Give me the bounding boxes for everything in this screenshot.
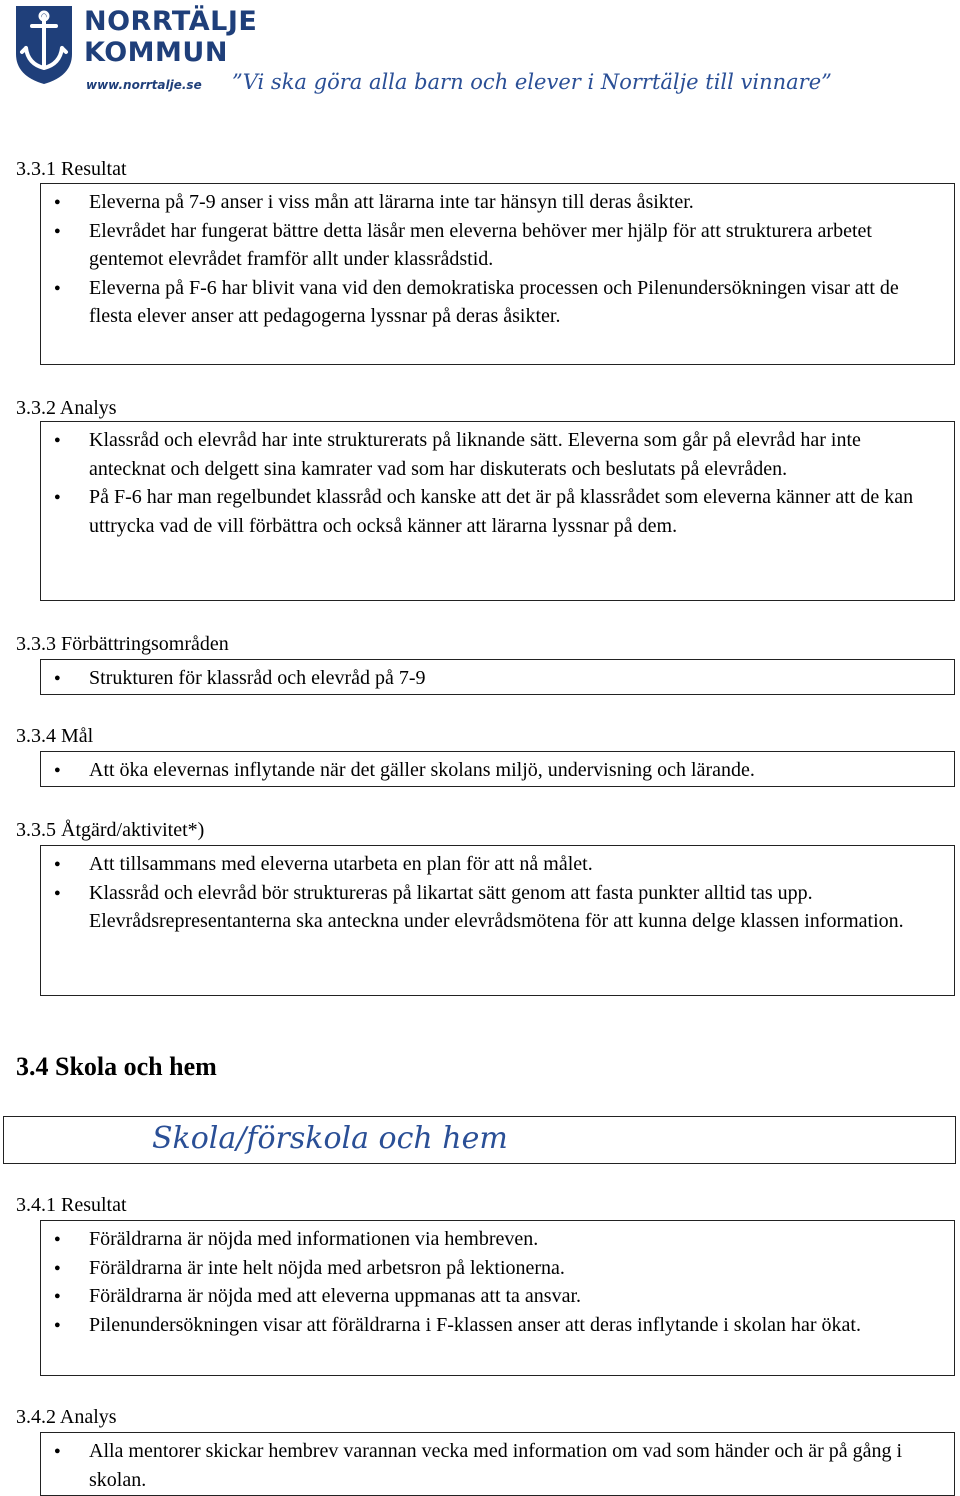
list-item: ● Klassråd och elevråd bör struktureras på likartat sätt genom att fasta punkter alltid tas upp. Elevrådsrepresentanterna ska anteckna under elevrådsmötena för att kunna delge klassen information. <box>41 879 954 936</box>
section-title-3-4-1: 3.4.1 Resultat <box>16 1194 127 1216</box>
bullet-list <box>41 752 954 785</box>
list-item: ● Strukturen för klassråd och elevråd på 7-9 <box>41 664 954 693</box>
bullet-list <box>41 422 954 540</box>
tagline: ”Vi ska göra alla barn och elever i Norrtälje till vinnare” <box>232 70 832 94</box>
section-title-3-3-5: 3.3.5 Åtgärd/aktivitet*) <box>16 819 205 841</box>
list-item: ● Alla mentorer skickar hembrev varannan vecka med information om vad som händer och är på gång i skolan. <box>41 1437 954 1494</box>
bullet-list <box>41 1433 954 1494</box>
section-title-3-3-4: 3.3.4 Mål <box>16 725 94 747</box>
goal-box <box>40 751 955 787</box>
org-name-line1: NORRTÄLJE <box>84 6 258 37</box>
list-item: ● Föräldrarna är nöjda med att eleverna uppmanas att ta ansvar. <box>41 1282 954 1311</box>
section-title-3-3-2: 3.3.2 Analys <box>16 397 117 419</box>
result-box <box>40 1220 955 1376</box>
list-item: ● Elevrådet har fungerat bättre detta läsår men eleverna behöver mer hjälp för att strukturera arbetet gentemot elevrådet framför allt under klassrådstid. <box>41 217 954 274</box>
bullet-list <box>41 660 954 693</box>
section-title-3-3-1: 3.3.1 Resultat <box>16 158 127 180</box>
bullet-list <box>41 1221 954 1339</box>
anchor-crest-icon <box>12 4 76 86</box>
list-item: ● Att tillsammans med eleverna utarbeta en plan för att nå målet. <box>41 850 954 879</box>
section-heading-3-4: 3.4 Skola och hem <box>16 1052 217 1081</box>
list-item: ● Att öka elevernas inflytande när det gäller skolans miljö, undervisning och lärande. <box>41 756 954 785</box>
page-header <box>0 0 960 110</box>
analysis-box <box>40 421 955 601</box>
list-item: ● Eleverna på F-6 har blivit vana vid den demokratiska processen och Pilenundersökningen visar att de flesta elever anser att pedagogerna lyssnar på deras åsikter. <box>41 274 954 331</box>
bullet-list <box>41 184 954 331</box>
bullet-list <box>41 846 954 936</box>
list-item: ● Föräldrarna är inte helt nöjda med arbetsron på lektionerna. <box>41 1254 954 1283</box>
list-item: ● Eleverna på 7-9 anser i viss mån att lärarna inte tar hänsyn till deras åsikter. <box>41 188 954 217</box>
list-item: ● Föräldrarna är nöjda med informationen via hembreven. <box>41 1225 954 1254</box>
list-item: ● Klassråd och elevråd har inte strukturerats på liknande sätt. Eleverna som går på elevråd har inte antecknat och delgett sina kamrater vad som har diskuterats och beslutats på elevråden. <box>41 426 954 483</box>
banner-title: Skola/förskola och hem <box>152 1121 508 1156</box>
section-title-3-3-3: 3.3.3 Förbättringsområden <box>16 633 229 655</box>
action-box <box>40 845 955 996</box>
analysis-box <box>40 1432 955 1496</box>
section-banner <box>3 1116 956 1164</box>
org-name <box>84 6 257 68</box>
result-box <box>40 183 955 365</box>
improvement-box <box>40 659 955 695</box>
list-item: ● På F-6 har man regelbundet klassråd och kanske att det är på klassrådet som eleverna känner att de kan uttrycka vad de vill förbättra och också känner att lärarna lyssnar på dem. <box>41 483 954 540</box>
list-item: ● Pilenundersökningen visar att föräldrarna i F-klassen anser att deras inflytande i skolan har ökat. <box>41 1311 954 1340</box>
section-title-3-4-2: 3.4.2 Analys <box>16 1406 117 1428</box>
website-url: www.norrtalje.se <box>86 78 202 92</box>
org-name-line2: KOMMUN <box>84 37 228 68</box>
